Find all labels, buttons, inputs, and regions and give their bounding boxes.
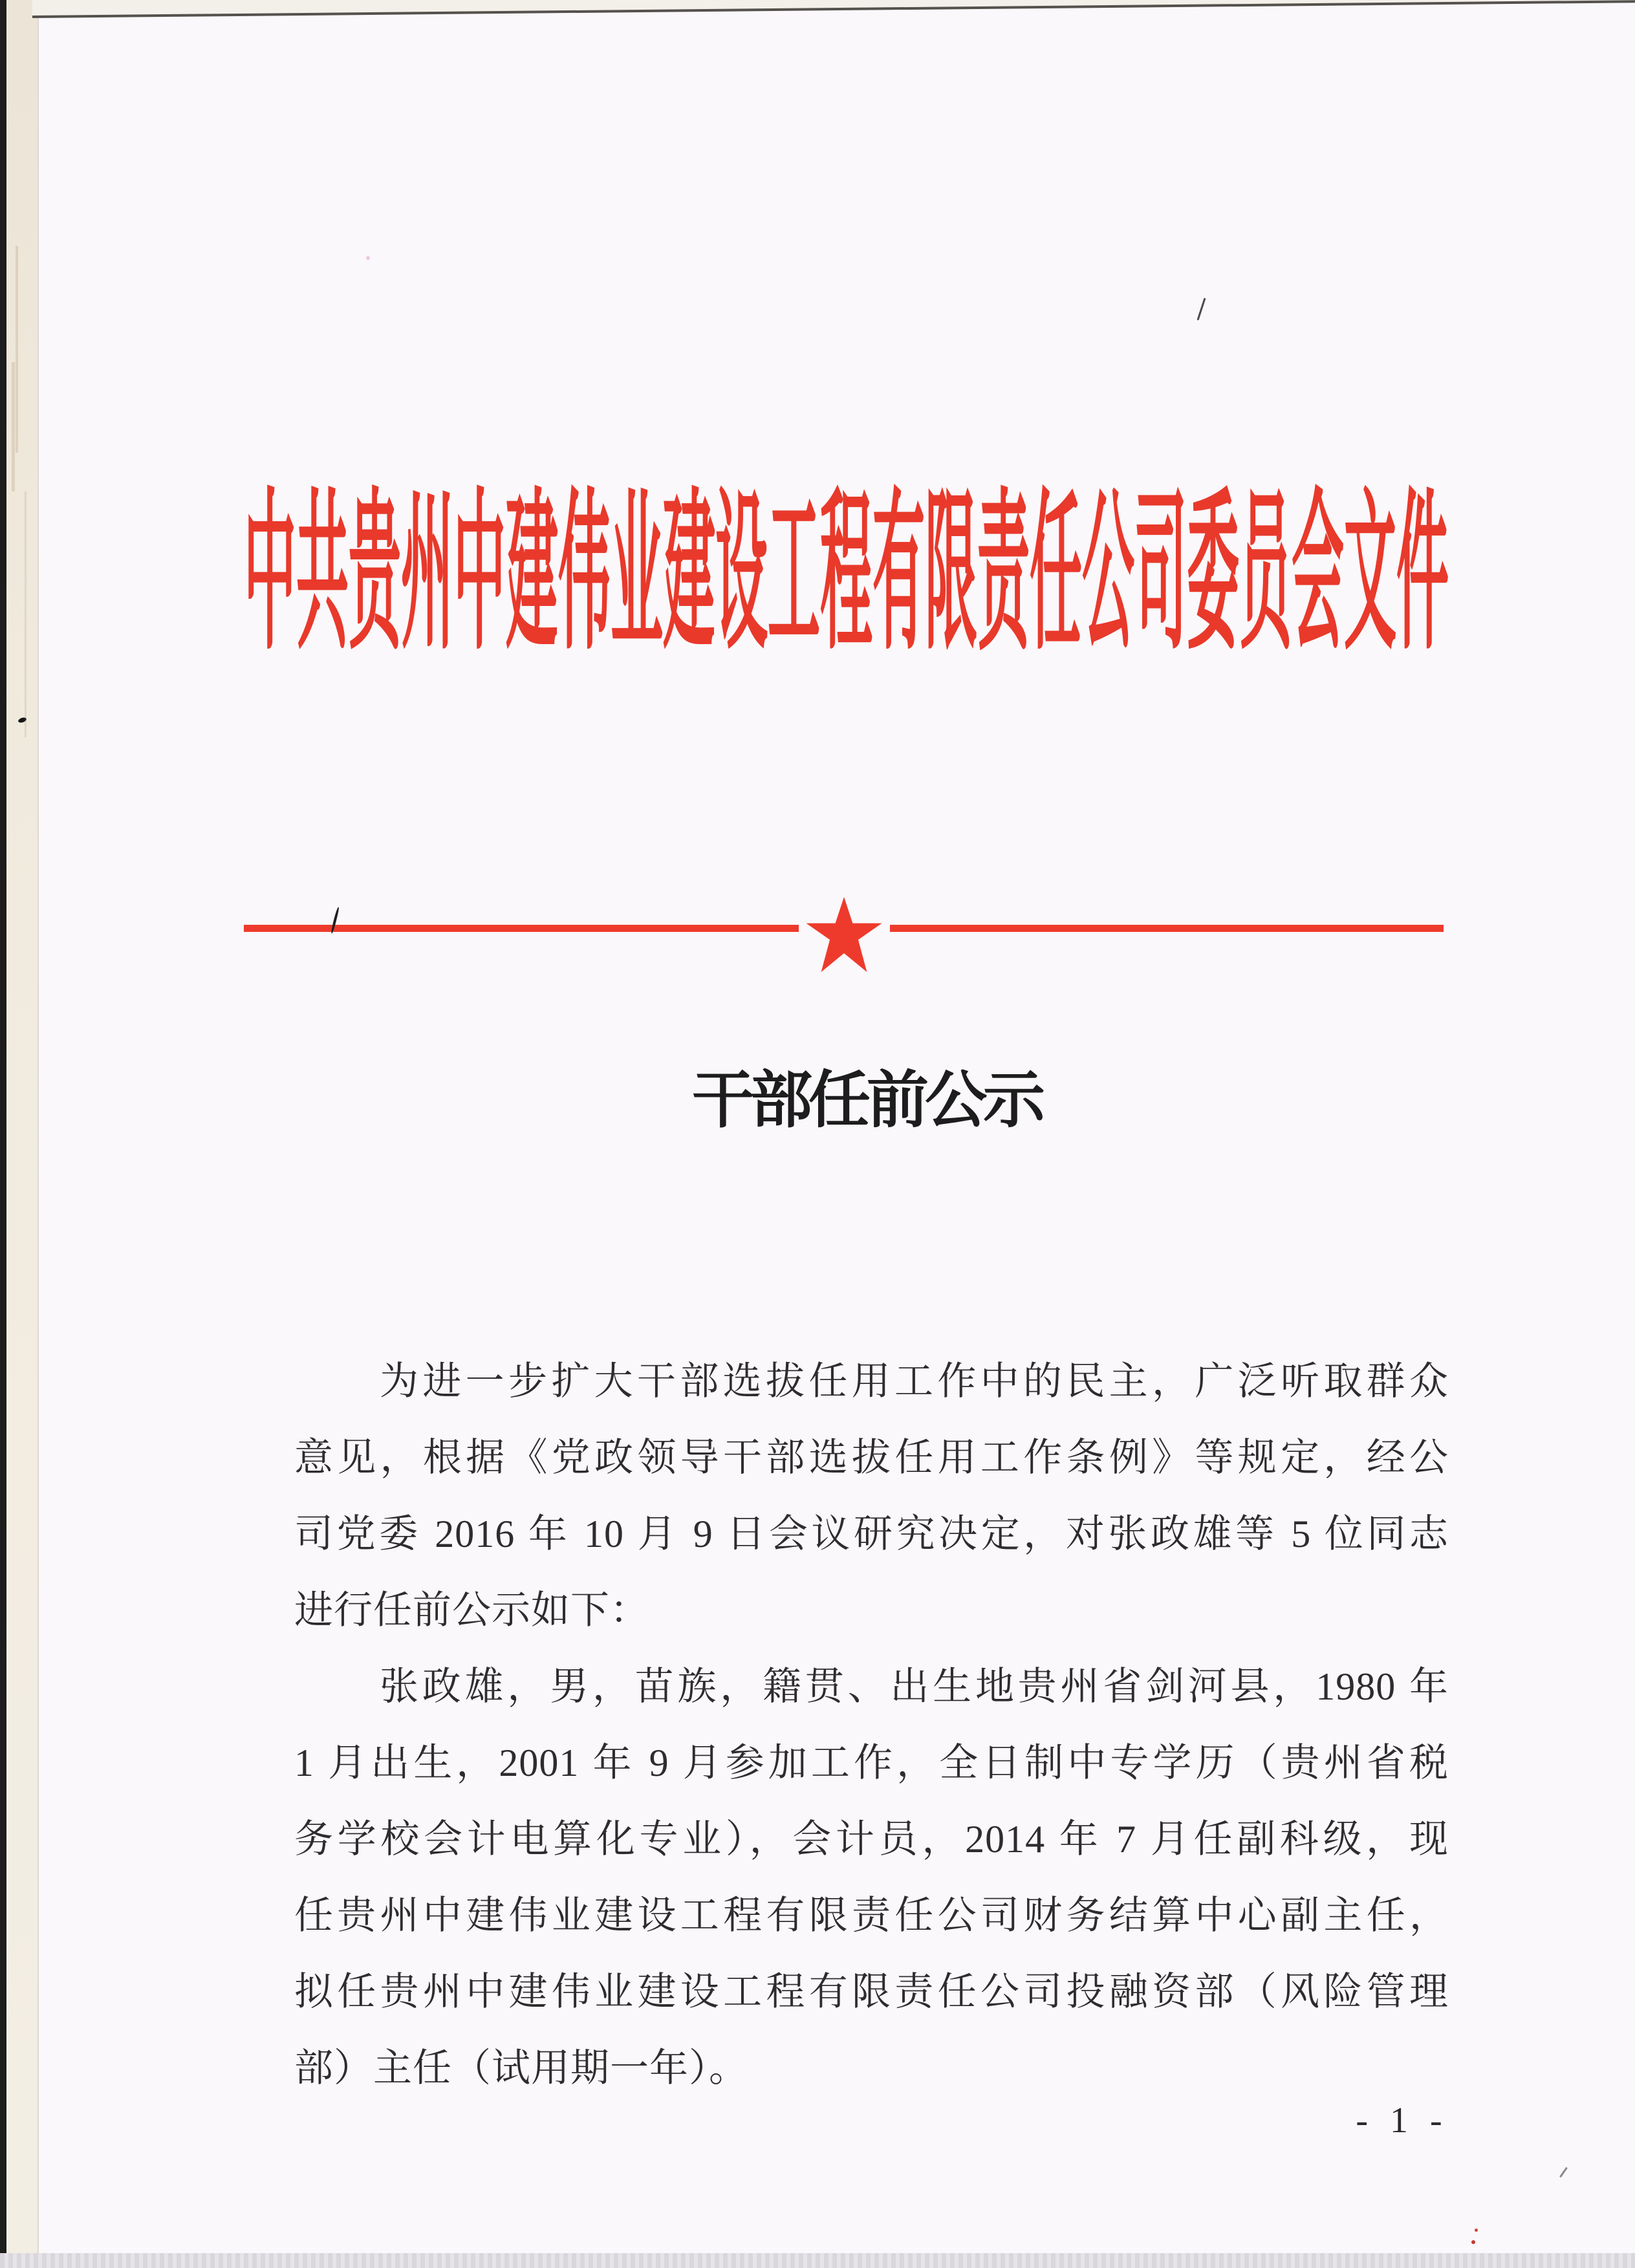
divider-line-left	[244, 925, 799, 932]
body-line: 为进一步扩大干部选拔任用工作中的民主，广泛听取群众	[380, 1360, 1449, 1403]
body-line: 意见，根据《党政领导干部选拔任用工作条例》等规定，经公	[294, 1436, 1449, 1479]
body-line: 进行任前公示如下：	[294, 1589, 649, 1632]
scanner-black-edge	[0, 0, 6, 2268]
page-number: - 1 -	[1356, 2101, 1445, 2141]
scan-streak	[12, 362, 15, 491]
scanner-bottom-band	[0, 2253, 1635, 2268]
body-text	[294, 1343, 1449, 2106]
document-header-banner	[244, 478, 1449, 671]
body-line: 务学校会计电算化专业），会计员，2014 年 7 月任副科级，现	[294, 1818, 1449, 1861]
body-line: 1 月出生，2001 年 9 月参加工作，全日制中专学历（贵州省税	[294, 1742, 1449, 1784]
body-line: 司党委 2016 年 10 月 9 日会议研究决定，对张政雄等 5 位同志	[294, 1513, 1449, 1555]
paper-left-edge	[38, 0, 39, 2268]
scanner-margin-strip	[6, 0, 38, 2268]
divider-line-right	[890, 925, 1444, 932]
scan-pink-speck	[366, 256, 370, 260]
scan-red-speck	[1475, 2229, 1478, 2232]
scan-streak	[25, 491, 27, 737]
document-header-title: 中共贵州中建伟业建设工程有限责任公司委员会文件	[244, 478, 1449, 671]
scan-streak	[16, 246, 18, 453]
body-line: 部）主任（试用期一年）。	[294, 2047, 748, 2090]
page-title: 干部任前公示	[692, 1066, 1041, 1135]
body-line: 张政雄，男，苗族，籍贯、出生地贵州省剑河县，1980 年	[380, 1665, 1449, 1708]
body-line: 拟任贵州中建伟业建设工程有限责任公司投融资部（风险管理	[294, 1971, 1449, 2013]
scan-red-speck	[1471, 2240, 1475, 2244]
body-line: 任贵州中建伟业建设工程有限责任公司财务结算中心副主任，	[294, 1894, 1449, 1937]
